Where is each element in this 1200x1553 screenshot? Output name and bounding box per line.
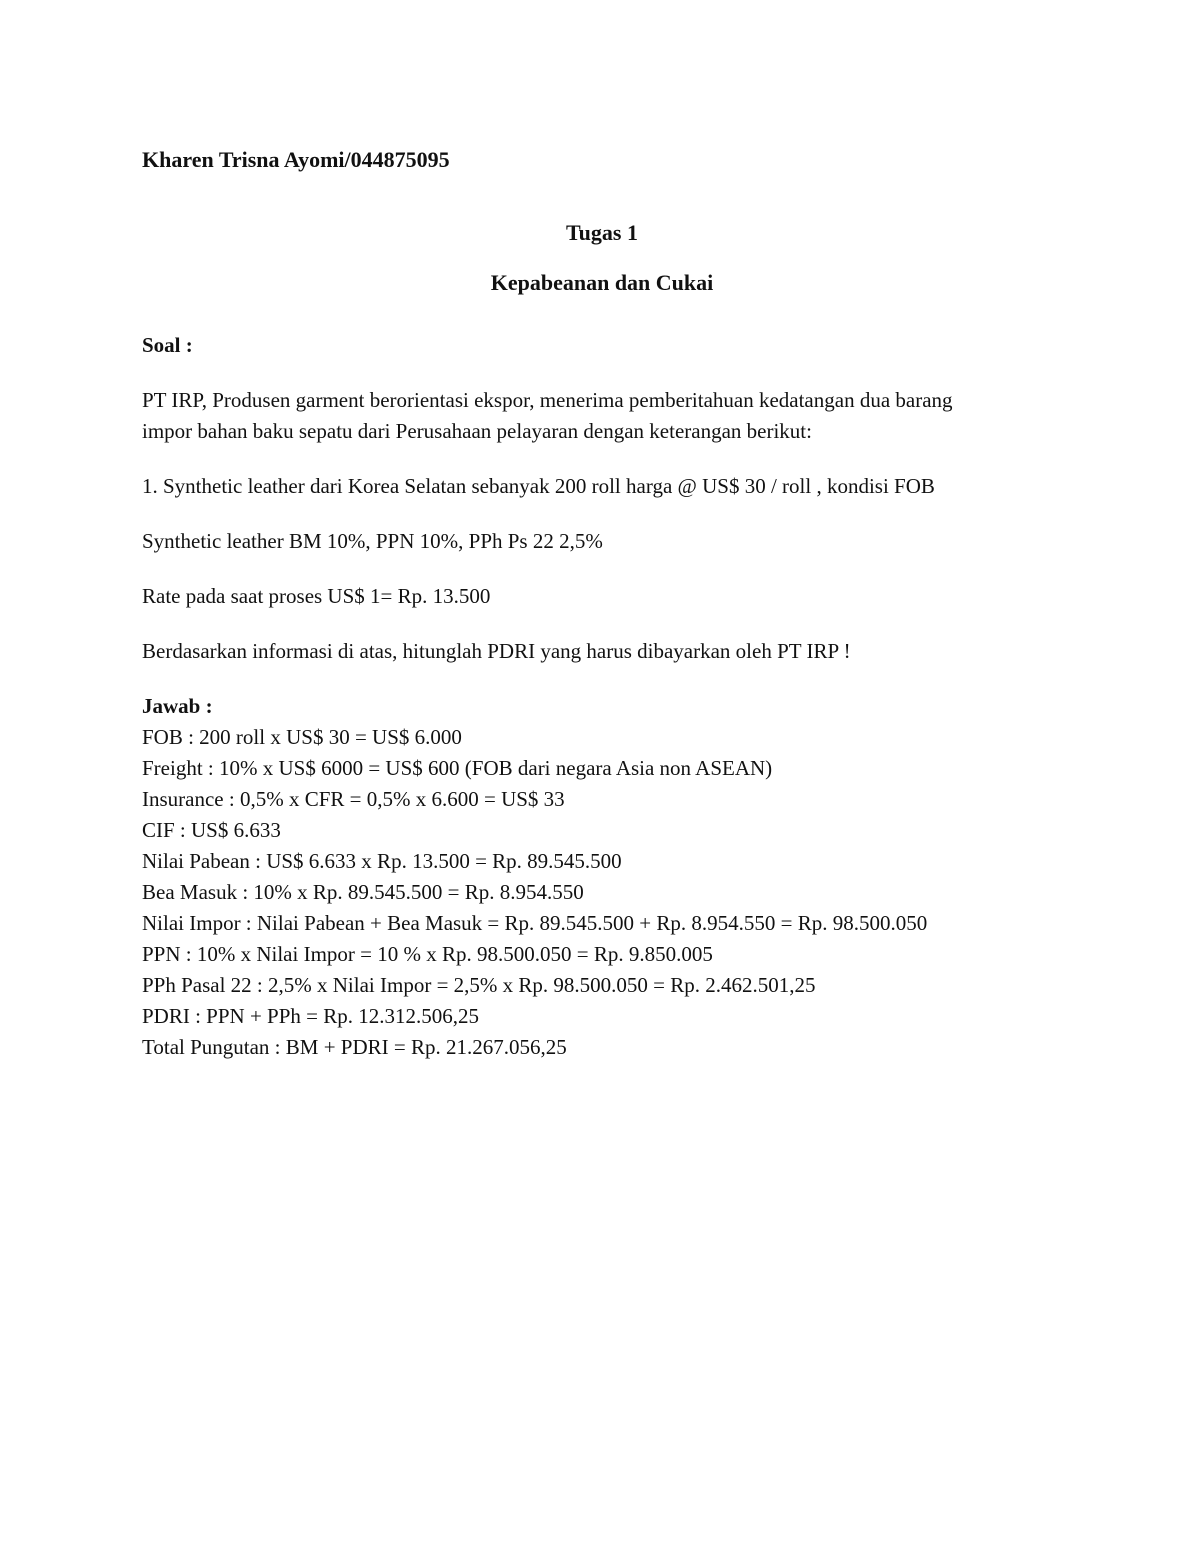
spacer	[142, 612, 1062, 636]
answer-line-nilai-pabean: Nilai Pabean : US$ 6.633 x Rp. 13.500 = Rp. 89.545.500	[142, 849, 622, 873]
answer-line-nilai-impor: Nilai Impor : Nilai Pabean + Bea Masuk = Rp. 89.545.500 + Rp. 8.954.550 = Rp. 98.500.050	[142, 911, 928, 935]
question-item-1: 1. Synthetic leather dari Korea Selatan sebanyak 200 roll harga @ US$ 30 / roll , kondisi FOB	[142, 474, 935, 498]
answer-line-ppn: PPN : 10% x Nilai Impor = 10 % x Rp. 98.500.050 = Rp. 9.850.005	[142, 942, 713, 966]
answer-calculation-lines	[142, 722, 1062, 1063]
answer-line-fob: FOB : 200 roll x US$ 30 = US$ 6.000	[142, 725, 462, 749]
question-instruction: Berdasarkan informasi di atas, hitunglah PDRI yang harus dibayarkan oleh PT IRP !	[142, 639, 851, 663]
question-intro-line-2: impor bahan baku sepatu dari Perusahaan pelayaran dengan keterangan berikut:	[142, 419, 812, 443]
course-title: Kepabeanan dan Cukai	[490, 270, 714, 295]
assignment-title: Tugas 1	[566, 220, 638, 245]
answer-label: Jawab :	[142, 694, 213, 718]
answer-line-freight: Freight : 10% x US$ 6000 = US$ 600 (FOB dari negara Asia non ASEAN)	[142, 756, 773, 780]
question-rate: Rate pada saat proses US$ 1= Rp. 13.500	[142, 584, 491, 608]
answer-line-bea-masuk: Bea Masuk : 10% x Rp. 89.545.500 = Rp. 8.954.550	[142, 880, 584, 904]
author-line: Kharen Trisna Ayomi/044875095	[142, 147, 450, 172]
answer-line-total: Total Pungutan : BM + PDRI = Rp. 21.267.056,25	[142, 1035, 567, 1059]
answer-line-insurance: Insurance : 0,5% x CFR = 0,5% x 6.600 = US$ 33	[142, 787, 565, 811]
answer-line-cif: CIF : US$ 6.633	[142, 818, 281, 842]
spacer	[142, 447, 1062, 471]
document-content	[142, 140, 1062, 1063]
answer-line-pph: PPh Pasal 22 : 2,5% x Nilai Impor = 2,5% x Rp. 98.500.050 = Rp. 2.462.501,25	[142, 973, 816, 997]
spacer	[142, 180, 1062, 208]
spacer	[142, 557, 1062, 581]
spacer	[142, 308, 1062, 330]
spacer	[142, 502, 1062, 526]
question-intro-line-1: PT IRP, Produsen garment berorientasi ekspor, menerima pemberitahuan kedatangan dua barang	[142, 388, 953, 412]
question-tariffs: Synthetic leather BM 10%, PPN 10%, PPh Ps 22 2,5%	[142, 529, 603, 553]
answer-line-pdri: PDRI : PPN + PPh = Rp. 12.312.506,25	[142, 1004, 480, 1028]
question-label: Soal :	[142, 333, 193, 357]
spacer	[142, 667, 1062, 691]
spacer	[142, 361, 1062, 385]
